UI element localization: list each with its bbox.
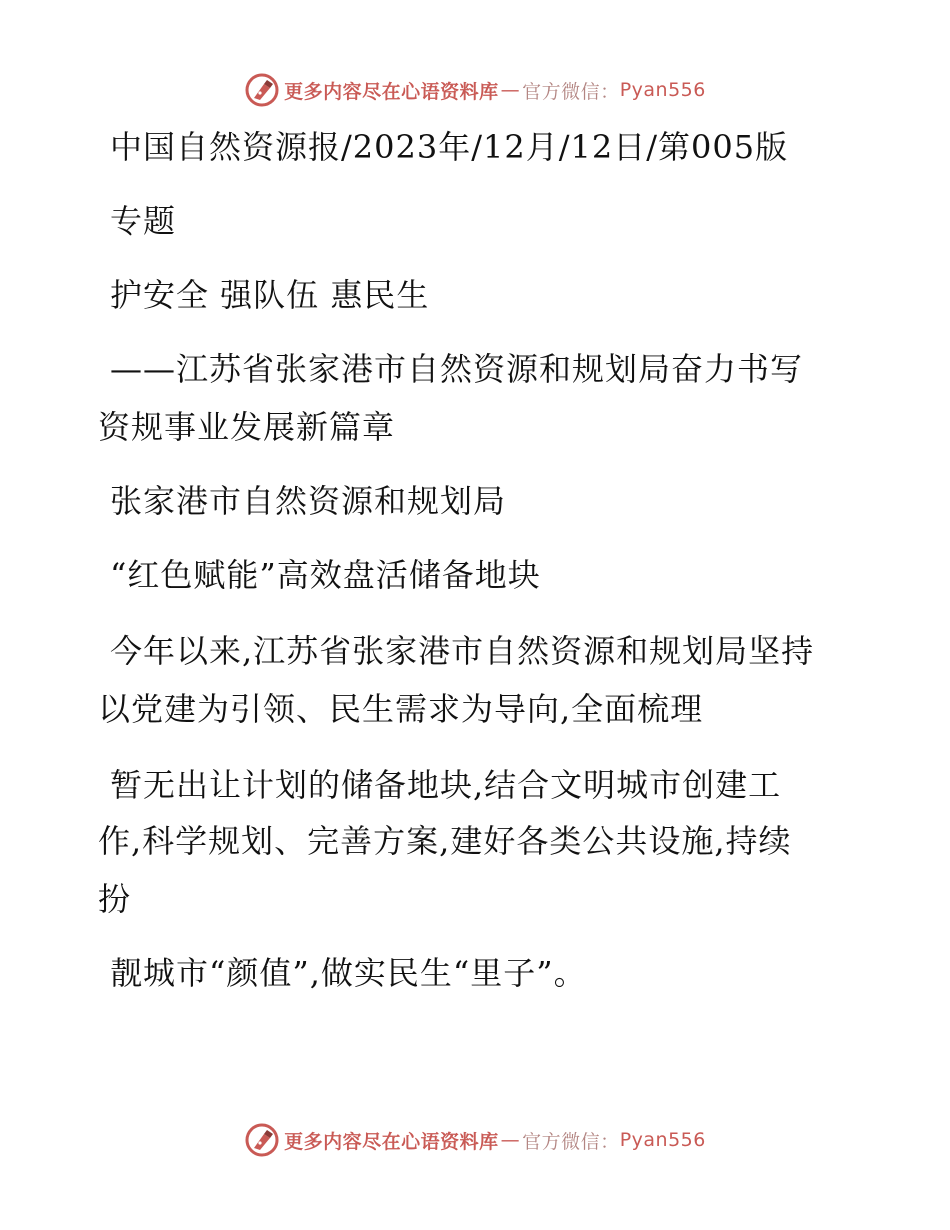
pen-nib-logo-icon <box>244 1122 280 1158</box>
watermark-dash: — <box>500 79 521 101</box>
dateline: 中国自然资源报/2023年/12月/12日/第005版 <box>110 128 789 166</box>
watermark-dash: — <box>500 1129 521 1151</box>
watermark-label: 官方微信： <box>522 1130 620 1153</box>
footer-watermark <box>0 1120 950 1160</box>
paragraph-2-line-3: 扮 <box>98 880 132 918</box>
subhead: “红色赋能”高效盘活储备地块 <box>110 556 541 594</box>
watermark-label: 官方微信： <box>522 80 620 103</box>
paragraph-1-line-2: 以党建为引领、民生需求为导向,全面梳理 <box>98 690 704 728</box>
author: 张家港市自然资源和规划局 <box>110 482 507 520</box>
paragraph-1-line-1: 今年以来,江苏省张家港市自然资源和规划局坚持 <box>110 632 815 670</box>
watermark-brand: 更多内容尽在心语资料库 <box>284 1130 499 1153</box>
section-label: 专题 <box>110 202 177 240</box>
subtitle-line-2: 资规事业发展新篇章 <box>98 408 396 446</box>
watermark-account: Pyan556 <box>619 1129 706 1151</box>
headline: 护安全 强队伍 惠民生 <box>110 276 430 314</box>
paragraph-3-line-1: 靓城市“颜值”,做实民生“里子”。 <box>110 954 587 992</box>
watermark-account: Pyan556 <box>619 79 706 101</box>
subtitle-line-1: ——江苏省张家港市自然资源和规划局奋力书写 <box>110 350 804 388</box>
paragraph-2-line-1: 暂无出让计划的储备地块,结合文明城市创建工 <box>110 766 782 804</box>
paragraph-2-line-2: 作,科学规划、完善方案,建好各类公共设施,持续 <box>98 822 792 860</box>
watermark-brand: 更多内容尽在心语资料库 <box>284 80 499 103</box>
